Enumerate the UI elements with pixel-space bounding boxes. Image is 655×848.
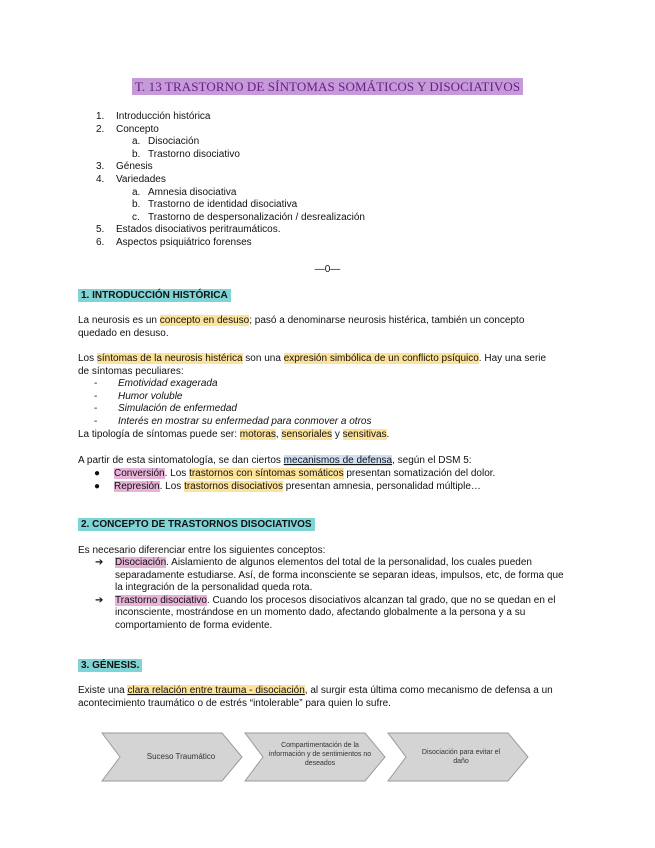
toc-item-label: Trastorno disociativo (148, 148, 240, 160)
document-title: T. 13 TRASTORNO DE SÍNTOMAS SOMÁTICOS Y DISOCIATIVOS (0, 79, 655, 95)
paragraph-neurosis: La neurosis es un concepto en desuso; pasó a denominarse neurosis histérica, también un concepto quedado en desuso. (78, 315, 525, 339)
toc-item-number: 5. (96, 224, 105, 236)
toc-item-label: Introducción histórica (116, 111, 211, 122)
toc-item (96, 136, 365, 149)
toc-item-label: Génesis (116, 161, 153, 173)
toc-item-label: Disociación (148, 136, 200, 148)
toc-item-label: Concepto (116, 123, 159, 135)
paragraph-defense: A partir de esta sintomatología, se dan ciertos mecanismos de defensa, según el DSM 5: (78, 455, 472, 466)
list-item: ➔ Disociación. Aislamiento de algunos elementos del total de la personalidad, los cuales pueden separadamente estudiarse. Así, de forma inconsciente se separan ideas, impulsos, etc, de forma que la integración de la personalidad queda rota. (95, 557, 564, 594)
toc-item-number: b. (132, 148, 141, 160)
toc-item-number: a. (132, 136, 141, 148)
toc-item (96, 161, 365, 174)
toc-item-number: c. (132, 211, 140, 223)
list-item: - Emotividad exagerada (94, 378, 218, 389)
toc-item (96, 224, 365, 237)
list-item: ● Conversión. Los trastornos con síntomas somáticos presentan somatización del dolor. (94, 468, 496, 479)
toc-item-label: Trastorno de despersonalización / desrealización (148, 211, 365, 223)
paragraph-symptoms: Los síntomas de la neurosis histérica son una expresión simbólica de un conflicto psíquico. Hay una serie de síntomas peculiares: (78, 353, 547, 377)
paragraph-intro-concepts: Es necesario diferenciar entre los siguientes conceptos: (78, 545, 326, 556)
flow-step-2-label: Compartimentación de la información y de sentimientos no deseados (268, 742, 372, 767)
flow-step-1-label: Suceso Traumático (146, 752, 216, 761)
toc-item (96, 199, 365, 212)
section-heading-genesis: 3. GÉNESIS. (78, 659, 142, 672)
toc-item-number: 2. (96, 123, 105, 135)
toc-item-number: b. (132, 199, 141, 211)
toc-item-label: Trastorno de identidad disociativa (148, 199, 298, 211)
toc-item-number: 6. (96, 236, 105, 248)
toc-item (96, 212, 365, 225)
defense-list (94, 468, 495, 493)
toc-item-label: Amnesia disociativa (148, 186, 237, 198)
section-heading-concept: 2. CONCEPTO DE TRASTORNOS DISOCIATIVOS (78, 518, 315, 531)
toc-item (96, 237, 365, 250)
list-item: - Interés en mostrar su enfermedad para conmover a otros (94, 415, 372, 427)
paragraph-typology: La tipología de síntomas puede ser: motoras, sensoriales y sensitivas. (78, 429, 390, 440)
paragraph-genesis: Existe una clara relación entre trauma - disociación, al surgir esta última como mecanismo de defensa a un acontecimiento traumático o de estrés “intolerable” para quien lo sufre. (78, 685, 553, 709)
toc-item-number: 1. (96, 111, 105, 122)
section-heading-intro: 1. INTRODUCCIÓN HISTÓRICA (78, 289, 231, 302)
toc-item (96, 187, 365, 200)
toc-item (96, 124, 365, 137)
toc-item (96, 174, 365, 187)
list-item: - Simulación de enfermedad (94, 403, 237, 415)
arrow-icon: ➔ (95, 557, 104, 568)
list-item: ➔ Trastorno disociativo. Cuando los procesos disociativos alcanzan tal grado, que no se quedan en el inconsciente, mostrándose en un momento dado, afectando globalmente a la persona y a su comportamiento de forma evidente. (95, 594, 556, 631)
symptom-list (94, 378, 371, 428)
toc-item (96, 111, 365, 124)
toc-item-number: a. (132, 186, 141, 198)
concept-list (95, 557, 565, 633)
list-item: ● Represión. Los trastornos disociativos presentan amnesia, personalidad múltiple… (94, 480, 481, 492)
toc-item-label: Variedades (116, 173, 166, 185)
toc-item-number: 4. (96, 173, 105, 185)
toc-item-label: Aspectos psiquiátrico forenses (116, 236, 252, 248)
toc-item-label: Estados disociativos peritraumáticos. (116, 224, 281, 236)
separator: —0— (314, 264, 341, 275)
toc-item (96, 149, 365, 162)
toc-item-number: 3. (96, 161, 105, 173)
flow-step-3-label: Disociación para evitar el daño (421, 749, 501, 765)
list-item: - Humor voluble (94, 390, 183, 402)
table-of-contents (96, 111, 365, 250)
arrow-icon: ➔ (95, 594, 104, 606)
